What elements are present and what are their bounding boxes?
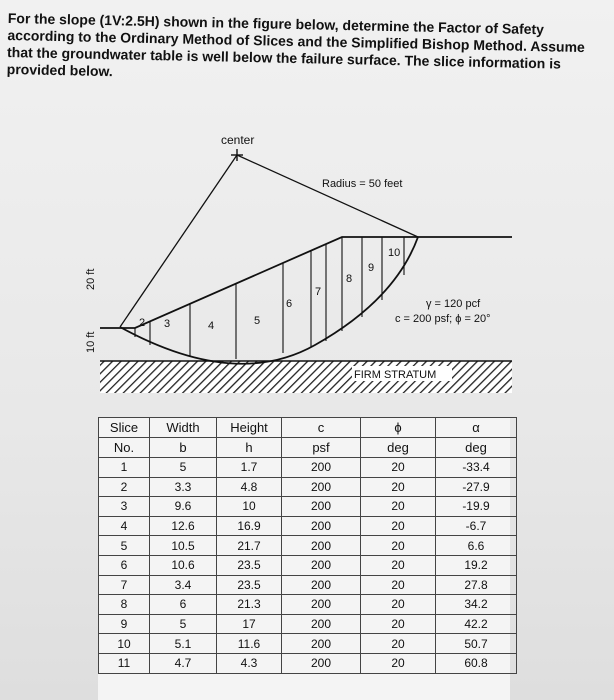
center-marker [231,149,243,161]
table-cell: -33.4 [436,458,517,478]
table-cell: 5 [150,614,217,634]
unit-cell: No. [99,438,150,458]
unit-cell: h [217,438,282,458]
table-cell: 2 [99,477,150,497]
table-cell: 4.7 [150,653,217,673]
table-cell: 27.8 [436,575,517,595]
dimension-20ft: 20 ft [85,268,97,290]
table-cell: 42.2 [436,614,517,634]
slip-surface-arc [120,237,418,364]
header-cell: c [282,418,361,438]
table-cell: 1 [99,458,150,478]
table-cell: 11 [99,653,150,673]
table-cell: 6.6 [436,536,517,556]
unit-cell: deg [361,438,436,458]
unit-weight-label: γ = 120 pcf [426,298,481,310]
slice-boundaries [135,237,404,359]
radius-label: Radius = 50 feet [322,178,403,190]
table-cell: 5 [150,458,217,478]
table-cell: 17 [217,614,282,634]
slice-number: 5 [254,315,261,327]
table-cell: 3.3 [150,477,217,497]
table-cell: 8 [99,595,150,615]
table-cell: 20 [361,516,436,536]
table-cell: 6 [150,595,217,615]
table-cell: 20 [361,536,436,556]
radius-line-right [237,155,418,237]
table-row [99,634,517,654]
table-cell: 20 [361,653,436,673]
table-cell: 200 [282,555,361,575]
table-cell: 20 [361,575,436,595]
table-cell: 4 [99,516,150,536]
table-cell: 23.5 [217,555,282,575]
table-cell: 200 [282,595,361,615]
table-cell: 11.6 [217,634,282,654]
table-cell: 200 [282,575,361,595]
table-cell: 23.5 [217,575,282,595]
table-cell: 4.8 [217,477,282,497]
slice-number: 6 [286,298,293,310]
table-row [99,614,517,634]
table-row [99,575,517,595]
table-row [99,477,517,497]
unit-cell: deg [436,438,517,458]
table-cell: 20 [361,458,436,478]
table-cell: -27.9 [436,477,517,497]
table-cell: 10 [99,634,150,654]
table-cell: 3.4 [150,575,217,595]
table-cell: 7 [99,575,150,595]
dimension-10ft: 10 ft [85,331,97,353]
table-cell: 6 [99,555,150,575]
table-cell: 4.3 [217,653,282,673]
table-row [99,555,517,575]
header-cell: Height [217,418,282,438]
slice-number: 2 [139,317,146,329]
firm-stratum-label: FIRM STRATUM [354,369,437,381]
table-cell: 1.7 [217,458,282,478]
table-cell: 19.2 [436,555,517,575]
table-cell: 200 [282,614,361,634]
header-cell: Width [150,418,217,438]
unit-cell: psf [282,438,361,458]
slice-number: 10 [388,247,401,259]
table-cell: 200 [282,634,361,654]
table-cell: 16.9 [217,516,282,536]
table-cell: 200 [282,477,361,497]
table-row [99,516,517,536]
table-cell: 200 [282,497,361,517]
center-label: center [221,133,255,147]
strength-label: c = 200 psf; ϕ = 20° [395,313,491,325]
header-cell: α [436,418,517,438]
table-units-row [99,438,517,458]
radius-line-left [120,155,237,327]
table-cell: 34.2 [436,595,517,615]
problem-statement: For the slope (1V:2.5H) shown in the figure below, determine the Factor of Safety according to the Ordinary Method of Slices and the Simplified Bishop Method. Assume that the groundwater table is well below the failure surface. The slice information is provided below. [6,10,585,80]
table-cell: 10.6 [150,555,217,575]
table-cell: 10 [217,497,282,517]
header-cell: ϕ [361,418,436,438]
table-cell: 20 [361,497,436,517]
table-cell: 20 [361,477,436,497]
slice-data-table [98,417,510,700]
slice-number: 3 [164,318,171,330]
table-cell: 12.6 [150,516,217,536]
table-cell: 20 [361,614,436,634]
table-cell: 9.6 [150,497,217,517]
table-cell: 20 [361,634,436,654]
header-cell: Slice [99,418,150,438]
table-cell: 200 [282,536,361,556]
slice-number: 7 [315,286,322,298]
table-row [99,653,517,673]
table-row [99,497,517,517]
table-cell: 9 [99,614,150,634]
table-cell: 50.7 [436,634,517,654]
table-row [99,536,517,556]
table-cell: 200 [282,458,361,478]
table-header-row [99,418,517,438]
table-cell: 200 [282,516,361,536]
table-cell: 5 [99,536,150,556]
table-cell: 20 [361,555,436,575]
slope-figure [0,125,614,415]
slice-number: 4 [208,320,215,332]
table-cell: 60.8 [436,653,517,673]
table-row [99,595,517,615]
unit-cell: b [150,438,217,458]
table-cell: -6.7 [436,516,517,536]
table-cell: 21.7 [217,536,282,556]
slice-number: 9 [368,262,375,274]
table-cell: 20 [361,595,436,615]
table-cell: 5.1 [150,634,217,654]
table-row [99,458,517,478]
slice-number: 8 [346,273,353,285]
table-cell: 3 [99,497,150,517]
table-cell: 21.3 [217,595,282,615]
table-cell: 200 [282,653,361,673]
table-cell: -19.9 [436,497,517,517]
table-cell: 10.5 [150,536,217,556]
